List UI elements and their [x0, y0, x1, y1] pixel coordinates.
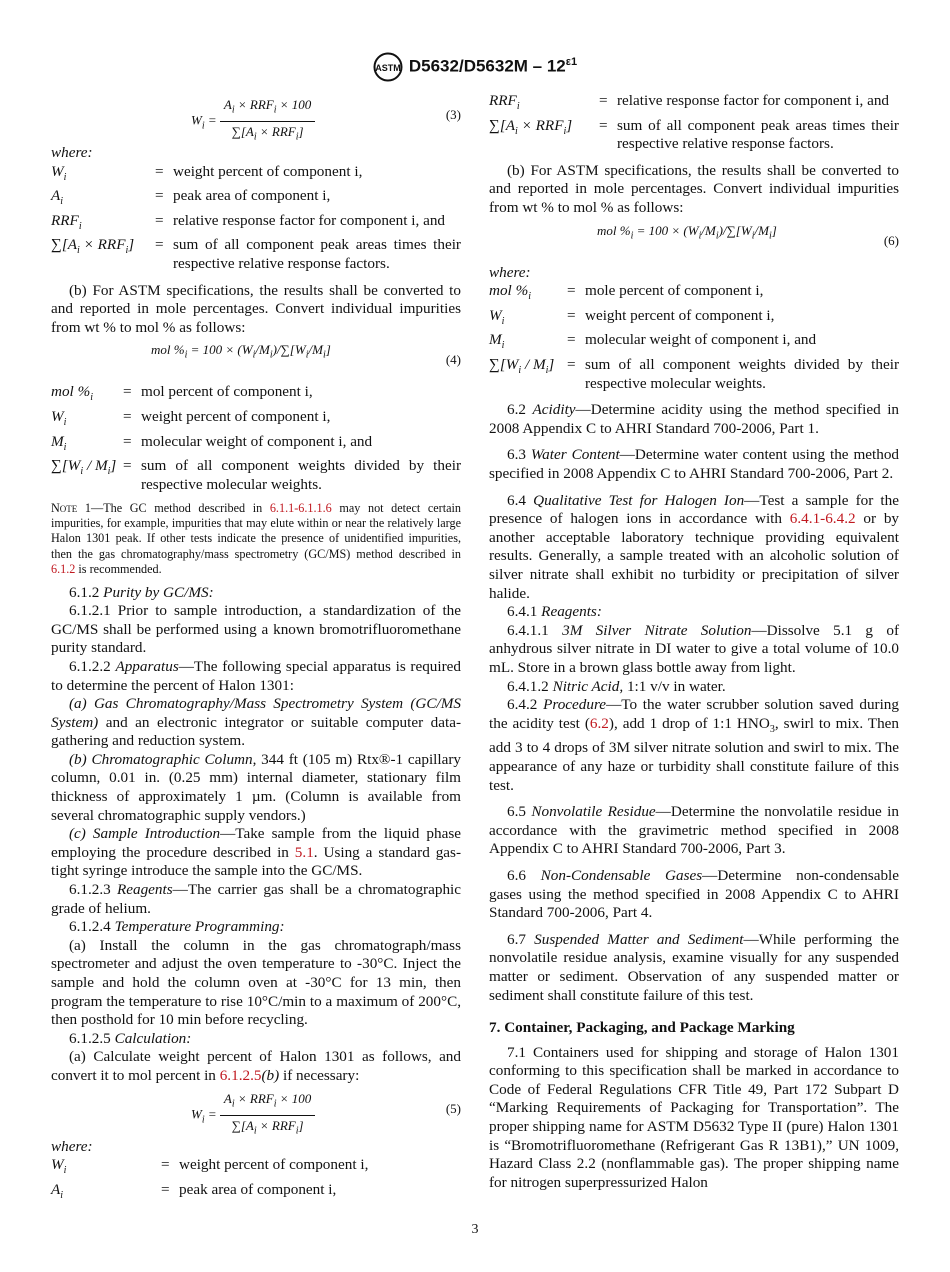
section-6-4 [489, 492, 899, 604]
definition-text: sum of all component weights divided by their respective molecular weights. [141, 457, 461, 493]
section-6-1-2-2 [51, 658, 461, 695]
equals-sign: = [123, 408, 132, 426]
equation-5: $W_i$ = $\frac{A_i \times RRF_i \times 100}{\sum[A_i \times RRF_i]}$ (5) [191, 1090, 461, 1137]
section-number: 6.3 [507, 446, 526, 464]
where-label: where: [51, 1137, 93, 1155]
section-text: —Test a sample for the presence of halogen ions in accordance with [489, 491, 899, 528]
section-title: Nonvolatile Residue [531, 803, 656, 821]
item-label: (b) [261, 1066, 280, 1084]
definition-row [51, 1156, 461, 1181]
definition-symbol: $W_i$ [51, 408, 67, 429]
section-text: ), add 1 drop of 1:1 HNO [608, 714, 770, 732]
section-number: 6.1.2.4 [69, 918, 111, 936]
definition-symbol: $W_i$ [51, 162, 67, 183]
where-label: where: [489, 263, 531, 281]
paragraph-b [51, 282, 461, 338]
right-column [489, 92, 899, 1192]
section-number: 6.4.1.2 [507, 677, 549, 695]
section-number: 6.1.2.2 [69, 657, 111, 675]
equation-number: (4) [445, 352, 461, 368]
item-a [51, 695, 461, 751]
definition-row [489, 92, 899, 117]
definitions-table [51, 383, 461, 494]
section-number: 6.1.2.5 [69, 1029, 111, 1047]
item-text: . Using a standard gas-tight syringe introduce the sample into the GC/MS. [51, 843, 462, 880]
equals-sign: = [155, 162, 164, 180]
section-title: Reagents [116, 881, 173, 899]
equation-3: $W_i$ = $\frac{A_i \times RRF_i \times 100}{\sum[A_i \times RRF_i]}$ (3) [191, 97, 461, 143]
section-text: or by another acceptable laboratory technique providing equivalent results. Generally, a sample treated with an alcoholic solution of silver nitrate shall exhibit no turbidity or precipitation of silver halide. [489, 510, 900, 602]
section-text: 1:1 v/v in water. [623, 677, 726, 695]
definition-row [489, 117, 899, 154]
equation-6: mol $\%_i = 100 \times (W_i/M_i)/\sum[W_i/M_i]$ (6) [489, 218, 899, 264]
section-title: Nitric Acid, [552, 677, 624, 695]
equation-number: (5) [445, 1100, 461, 1116]
definition-text: mole percent of component i, [585, 282, 764, 300]
where-label: where: [51, 144, 93, 161]
definition-row [489, 282, 899, 307]
equation-4: mol $\%_i = 100 \times (W_i/M_i)/\sum[W_i/M_i]$ (4) [51, 337, 461, 383]
definition-text: relative response factor for component i, and [617, 92, 890, 109]
definition-row [489, 356, 899, 393]
definition-symbol: $\sum[A_i \times RRF_i]$ [51, 236, 135, 257]
section-title: Reagents: [541, 603, 602, 621]
definition-symbol: mol $\%_i$ [489, 282, 532, 303]
equals-sign: = [567, 356, 576, 374]
section-link[interactable]: 6.4.1-6.4.2 [789, 510, 856, 528]
equals-sign: = [155, 236, 164, 254]
definition-text: relative response factor for component i, and [173, 211, 446, 229]
note-text: may not detect certain impurities, for example, impurities that may elute within or near the relatively large Halon 1301 peak. If other tests indicate the presence of unidentified impurities, then the gas chromatography/mass spectrometry (GC/MS) method described in [51, 500, 461, 561]
section-text: —Determine the nonvolatile residue in accordance with the gravimetric method specified in 2008 Appendix C to AHRI Standard 700-2006, Part 3. [489, 803, 899, 858]
section-title: Temperature Programming: [114, 918, 285, 936]
section-6-2 [489, 401, 899, 438]
section-7-heading: 7. Container, Packaging, and Package Marking [489, 1019, 795, 1037]
definition-text: sum of all component weights divided by their respective molecular weights. [585, 356, 899, 392]
definition-symbol: $A_i$ [51, 1180, 64, 1201]
item-text: if necessary: [279, 1066, 360, 1084]
definitions-table [489, 92, 899, 154]
paragraph-b: (b) For ASTM specifications, the results shall be converted to and reported in mole percentages. Convert individual impurities from wt % to mol % as follows: [489, 161, 899, 216]
definition-row [51, 408, 461, 433]
definition-row [51, 212, 461, 237]
note-1 [51, 501, 461, 578]
definition-text: weight percent of component i, [585, 306, 775, 324]
astm-logo-icon [373, 52, 403, 82]
section-text: —Determine non-condensable gases using the method specified in 2008 Appendix C to AHRI Standard 700-2006, Part 4. [489, 866, 899, 922]
section-7-1: 7.1 Containers used for shipping and storage of Halon 1301 conforming to this specification shall be marked in accordance to Code of Federal Regulations CFR Title 49, Part 172 Subpart D “Marking Requirements of Packaging for Transportation”. The proper shipping name for ASTM D5632 Type II (pure) Halon 1301 is “Bromotrifluoromethane (Refrigerant Gas R 13B1),” UN 1009, Hazard Class 2.2 (nonflammable gas). The proper shipping name for nitrogen superpressurized Halon [489, 1043, 899, 1191]
section-6-1-2-5 [51, 1030, 461, 1049]
definition-symbol: $\sum[W_i / M_i]$ [489, 356, 555, 377]
item-a-calculation [51, 1048, 461, 1085]
item-label: (a) Gas Chromatography/Mass Spectrometry System (GC/MS System) [51, 695, 461, 731]
item-text: (a) Calculate weight percent of Halon 1301 as follows, and convert it to mol percent in [51, 1048, 461, 1084]
section-6-3 [489, 446, 899, 483]
svg-text:ASTM: ASTM [375, 63, 401, 73]
equals-sign: = [161, 1180, 170, 1198]
equals-sign: = [123, 432, 132, 450]
definition-text: molecular weight of component i, and [585, 331, 817, 349]
definition-row [51, 433, 461, 458]
section-number: 6.4.1.1 [507, 621, 549, 639]
definitions-table [51, 1156, 461, 1205]
definition-row [51, 187, 461, 212]
equals-sign: = [599, 116, 608, 134]
definition-row [51, 236, 461, 273]
definition-symbol: $\sum[W_i / M_i]$ [51, 457, 117, 478]
item-text: and an electronic integrator or suitable computer data-gathering and reduction system. [51, 713, 461, 750]
subscript: 3 [769, 723, 775, 735]
designation: D5632/D5632M – 12 [408, 56, 566, 76]
equals-sign: = [123, 457, 132, 475]
definition-text: weight percent of component i, [173, 162, 363, 180]
section-6-1-2 [51, 584, 461, 603]
section-title: Water Content [530, 446, 620, 464]
page-number: 3 [471, 1222, 479, 1237]
section-number: 6.7 [507, 930, 526, 948]
equation-number: (6) [883, 232, 899, 248]
equals-sign: = [599, 92, 608, 109]
section-title: Purity by GC/MS: [103, 583, 214, 601]
paragraph-text: (b) For ASTM specifications, the results shall be converted to and reported in mole percentages. Convert individual impurities from wt % to mol % as follows: [51, 281, 461, 336]
definition-text: weight percent of component i, [141, 408, 331, 426]
section-title: Acidity [532, 401, 576, 419]
left-column [51, 92, 461, 1205]
equals-sign: = [161, 1156, 170, 1174]
item-text: —Take sample from the liquid phase employing the procedure described in [51, 825, 461, 861]
section-number: 6.1.2 [69, 583, 100, 601]
section-number: 6.2 [507, 401, 526, 419]
section-text: , swirl to mix. Then add 3 to 4 drops of 3M silver nitrate solution and swirl to mix. The appearance of any haze or turbidity shall constitute failure of this test. [489, 714, 899, 794]
section-text: —Dissolve 5.1 g of anhydrous silver nitrate in DI water to give a total volume of 10.0 mL. Store in a brown glass bottle away from light. [489, 621, 900, 676]
section-number: 6.1.2.3 [69, 881, 111, 899]
section-title: 3M Silver Nitrate Solution [562, 621, 752, 639]
note-label: Note 1 [51, 500, 91, 515]
section-title: Calculation: [114, 1029, 192, 1047]
section-6-4-2 [489, 696, 899, 795]
definitions-table [51, 163, 461, 274]
equals-sign: = [567, 306, 576, 324]
equals-sign: = [155, 187, 164, 205]
equals-sign: = [123, 383, 132, 401]
section-title: Qualitative Test for Halogen Ion [533, 491, 745, 509]
section-text: —The following special apparatus is required to determine the percent of Halon 1301: [51, 657, 461, 694]
definition-row [51, 1181, 461, 1206]
section-6-1-2-3 [51, 881, 461, 918]
definition-symbol: $\sum[A_i \times RRF_i]$ [489, 116, 573, 137]
section-link[interactable]: 5.1 [294, 843, 314, 861]
definition-symbol: $A_i$ [51, 187, 64, 208]
note-text: —The GC method described in [91, 500, 270, 515]
definitions-table [489, 282, 899, 393]
section-title: Procedure [543, 696, 607, 714]
item-a-temperature: (a) Install the column in the gas chromatograph/mass spectrometer and adjust the oven temperature to -30°C. Inject the sample and hold the column oven at -30°C for 13 min, then program the temperature to rise 10°C/min to a maximum of 200°C, then posthold for 10 min before recycling. [51, 936, 461, 1029]
section-text: —The carrier gas shall be a chromatographic grade of helium. [51, 881, 461, 917]
item-text: , 344 ft (105 m) Rtx®-1 capillary column, 0.01 in. (0.25 mm) internal diameter, stationary film thickness of approximately 1 µm. (Column is available from several chromatographic supply vendors.) [51, 750, 462, 824]
definition-symbol: mol $\%_i$ [51, 383, 94, 404]
section-title: Suspended Matter and Sediment [534, 930, 744, 948]
section-6-1-2-1: 6.1.2.1 Prior to sample introduction, a standardization of the GC/MS shall be performed using a known bromotrifluoromethane purity standard. [51, 602, 461, 657]
note-text: is recommended. [75, 562, 162, 577]
definition-symbol: $W_i$ [489, 306, 505, 327]
section-number: 6.4 [507, 491, 526, 509]
page-header [0, 52, 950, 82]
section-text: —To the water scrubber solution saved during the acidity test ( [489, 696, 899, 732]
definition-row [489, 307, 899, 332]
section-number: 6.4.2 [507, 696, 538, 714]
item-b [51, 751, 461, 825]
section-number: 6.6 [507, 866, 526, 884]
definition-row [51, 163, 461, 188]
section-text: —Determine acidity using the method specified in 2008 Appendix C to AHRI Standard 700-2006, Part 1. [489, 401, 900, 437]
section-number: 6.5 [507, 803, 526, 821]
definition-text: mol percent of component i, [141, 383, 313, 401]
definition-row [51, 457, 461, 494]
epsilon-superscript: ε1 [565, 55, 578, 68]
section-6-4-1 [489, 603, 899, 622]
definition-symbol: $M_i$ [51, 432, 67, 453]
definition-symbol: $W_i$ [51, 1156, 67, 1177]
section-text: —While performing the nonvolatile residue analysis, examine visually for any suspended matter or sediment. Observation of any suspended matter or sediment shall constitute failure of this test. [489, 930, 900, 1004]
definition-symbol: $M_i$ [489, 331, 505, 352]
definition-text: peak area of component i, [179, 1180, 337, 1198]
section-6-5 [489, 803, 899, 859]
section-text: —Determine water content using the method specified in 2008 Appendix C to AHRI Standard 700-2006, Part 2. [489, 446, 900, 483]
section-title: Apparatus [115, 657, 179, 675]
item-label: (b) Chromatographic Column [69, 750, 253, 768]
section-6-1-2-4 [51, 918, 461, 937]
section-link[interactable]: 6.2 [589, 714, 609, 732]
item-c [51, 825, 461, 881]
section-link[interactable]: 6.1.1-6.1.1.6 [269, 500, 332, 515]
definition-text: molecular weight of component i, and [141, 432, 373, 450]
equation-number: (3) [445, 107, 461, 122]
definition-text: sum of all component peak areas times their respective relative response factors. [173, 236, 461, 273]
section-6-4-1-1 [489, 622, 899, 678]
section-link[interactable]: 6.1.2 [51, 562, 76, 577]
section-6-6 [489, 867, 899, 923]
item-label: (c) Sample Introduction [69, 825, 221, 843]
equals-sign: = [155, 211, 164, 229]
definition-symbol: $RRF_i$ [51, 211, 82, 232]
section-title: Non-Condensable Gases [540, 866, 703, 884]
equals-sign: = [567, 331, 576, 349]
definition-symbol: $RRF_i$ [489, 92, 520, 113]
definition-text: peak area of component i, [173, 187, 331, 205]
section-link[interactable]: 6.1.2.5 [219, 1066, 262, 1084]
definition-row [51, 383, 461, 408]
definition-text: sum of all component peak areas times their respective relative response factors. [617, 116, 899, 153]
section-6-7 [489, 931, 899, 1005]
equals-sign: = [567, 282, 576, 300]
definition-text: weight percent of component i, [179, 1156, 369, 1174]
section-6-4-1-2 [489, 678, 899, 697]
definition-row [489, 331, 899, 356]
section-number: 6.4.1 [507, 603, 538, 621]
